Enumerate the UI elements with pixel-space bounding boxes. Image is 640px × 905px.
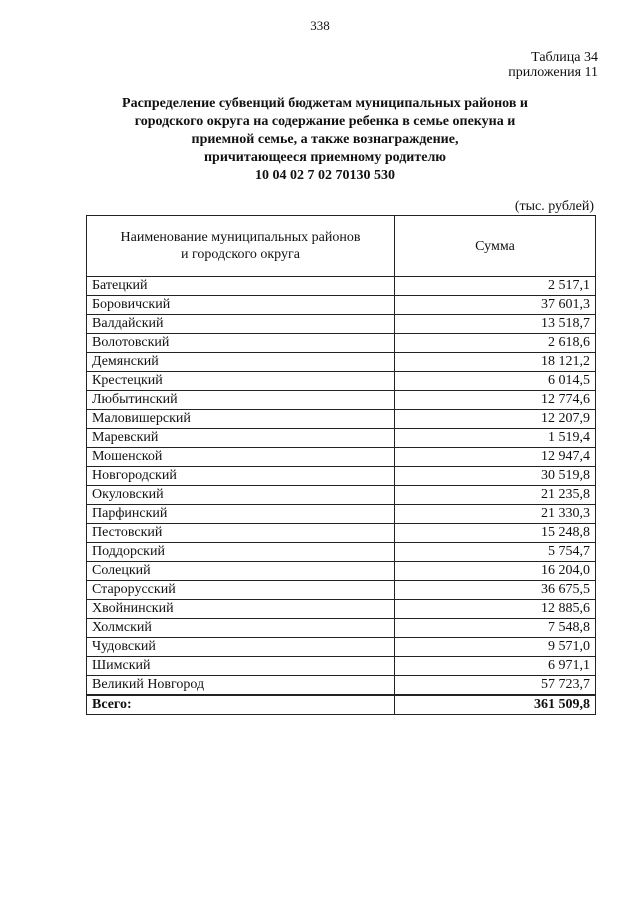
table-row [87, 410, 596, 429]
district-sum: 2 517,1 [395, 277, 596, 296]
district-sum: 1 519,4 [395, 429, 596, 448]
district-sum: 2 618,6 [395, 334, 596, 353]
district-name: Маревский [87, 429, 395, 448]
table-row [87, 562, 596, 581]
district-sum: 21 330,3 [395, 505, 596, 524]
table-row [87, 391, 596, 410]
units-label: (тыс. рублей) [514, 199, 594, 214]
district-name: Хвойнинский [87, 600, 395, 619]
district-name: Чудовский [87, 638, 395, 657]
table-row [87, 429, 596, 448]
budget-code: 10 04 02 7 02 70130 530 [255, 168, 395, 183]
district-name: Крестецкий [87, 372, 395, 391]
table-number: Таблица 34 [531, 50, 598, 65]
district-name: Холмский [87, 619, 395, 638]
district-sum: 6 014,5 [395, 372, 596, 391]
table-row [87, 448, 596, 467]
table-row [87, 581, 596, 600]
table-row [87, 619, 596, 638]
district-sum: 21 235,8 [395, 486, 596, 505]
district-name: Старорусский [87, 581, 395, 600]
table-row [87, 467, 596, 486]
appendix-number: приложения 11 [508, 65, 598, 80]
district-sum: 12 774,6 [395, 391, 596, 410]
district-sum: 12 885,6 [395, 600, 596, 619]
district-sum: 12 207,9 [395, 410, 596, 429]
district-name: Маловишерский [87, 410, 395, 429]
table-row [87, 524, 596, 543]
table-row [87, 296, 596, 315]
district-name: Новгородский [87, 467, 395, 486]
subsidy-table [86, 215, 596, 715]
table-row [87, 505, 596, 524]
total-label: Всего: [87, 695, 395, 715]
district-sum: 9 571,0 [395, 638, 596, 657]
table-row [87, 334, 596, 353]
district-sum: 5 754,7 [395, 543, 596, 562]
header-name-line: и городского округа [181, 247, 300, 262]
district-name: Великий Новгород [87, 676, 395, 696]
district-name: Мошенской [87, 448, 395, 467]
table-row [87, 315, 596, 334]
table-row [87, 676, 596, 696]
district-sum: 15 248,8 [395, 524, 596, 543]
table-reference [508, 50, 598, 80]
title-line: Распределение субвенций бюджетам муниципальных районов и [122, 96, 528, 111]
title-line: причитающееся приемному родителю [203, 150, 446, 165]
header-name [87, 216, 395, 277]
title-line: приемной семье, а также вознаграждение, [191, 132, 459, 147]
table-row [87, 638, 596, 657]
table-row [87, 353, 596, 372]
district-sum: 57 723,7 [395, 676, 596, 696]
district-name: Окуловский [87, 486, 395, 505]
district-sum: 16 204,0 [395, 562, 596, 581]
table-row [87, 277, 596, 296]
district-name: Боровичский [87, 296, 395, 315]
district-name: Солецкий [87, 562, 395, 581]
district-name: Парфинский [87, 505, 395, 524]
district-sum: 13 518,7 [395, 315, 596, 334]
district-name: Валдайский [87, 315, 395, 334]
district-sum: 12 947,4 [395, 448, 596, 467]
district-name: Любытинский [87, 391, 395, 410]
district-sum: 7 548,8 [395, 619, 596, 638]
table-row [87, 657, 596, 676]
district-sum: 36 675,5 [395, 581, 596, 600]
district-sum: 30 519,8 [395, 467, 596, 486]
table-header-row [87, 216, 596, 277]
district-name: Поддорский [87, 543, 395, 562]
district-name: Пестовский [87, 524, 395, 543]
title-line: городского округа на содержание ребенка в семье опекуна и [134, 114, 516, 129]
table-row [87, 543, 596, 562]
table-row [87, 486, 596, 505]
district-name: Демянский [87, 353, 395, 372]
district-name: Шимский [87, 657, 395, 676]
page-number: 338 [310, 18, 330, 33]
total-sum: 361 509,8 [395, 695, 596, 715]
total-row [87, 695, 596, 715]
district-sum: 6 971,1 [395, 657, 596, 676]
table-row [87, 372, 596, 391]
district-name: Волотовский [87, 334, 395, 353]
district-name: Батецкий [87, 277, 395, 296]
district-sum: 18 121,2 [395, 353, 596, 372]
header-name-line: Наименование муниципальных районов [120, 230, 361, 245]
document-title [80, 95, 570, 185]
header-sum: Сумма [395, 216, 596, 277]
district-sum: 37 601,3 [395, 296, 596, 315]
table-row [87, 600, 596, 619]
